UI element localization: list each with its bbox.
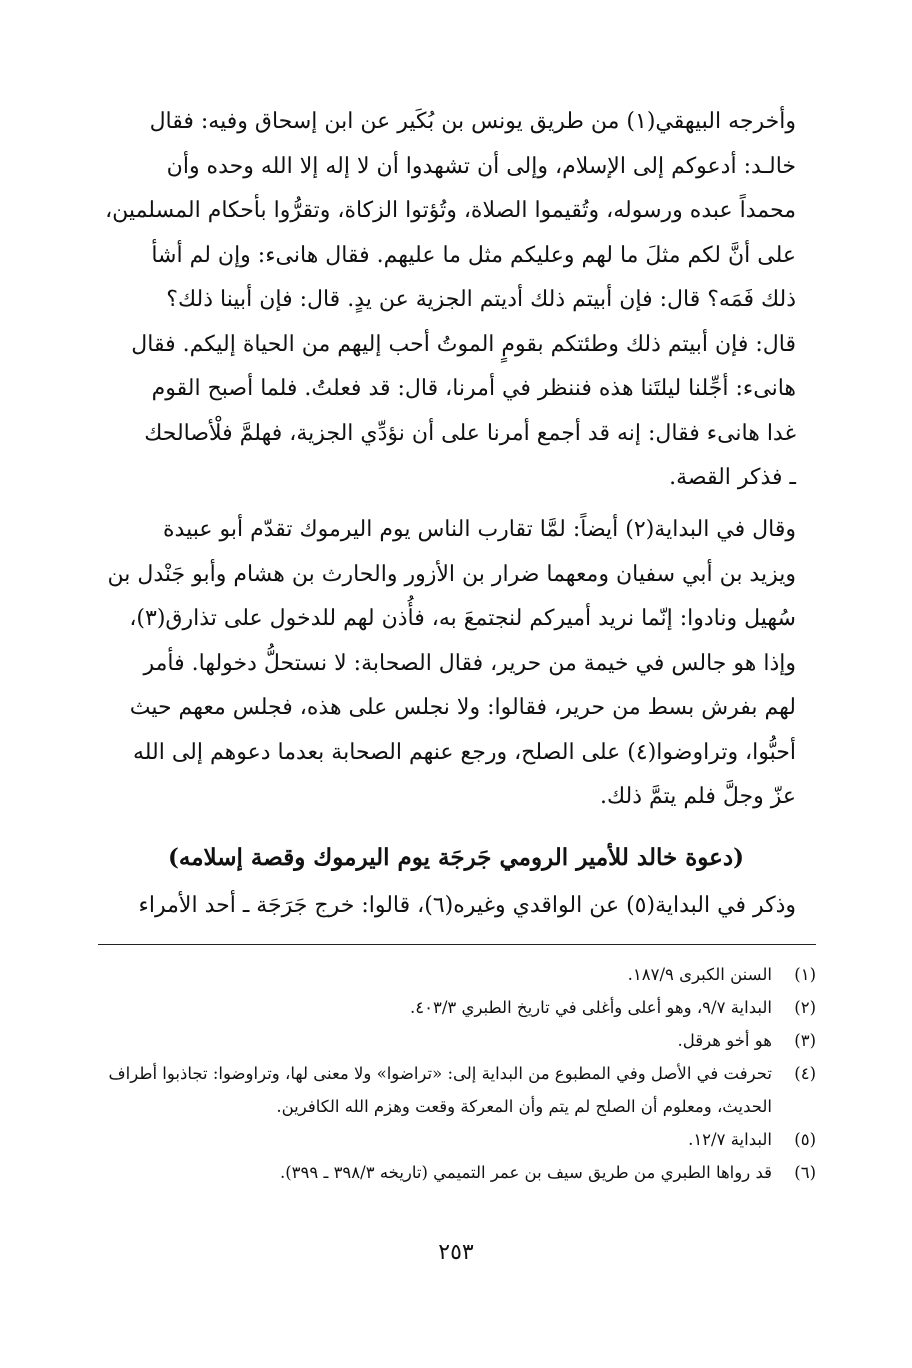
- footnote-item: [96, 1057, 816, 1123]
- footnote-text: السنن الكبرى ١٨٧/٩.: [627, 965, 772, 984]
- page-number: ٢٥٣: [438, 1240, 474, 1265]
- text-line: وقال في البداية(٢) أيضاً: لمَّا تقارب الناس يوم اليرموك تقدّم أبو عبيدة: [163, 517, 796, 542]
- text-line: ذلك فَمَه؟ قال: فإن أبيتم ذلك أديتم الجزية عن يدٍ. قال: فإن أبينا ذلك؟: [166, 287, 796, 312]
- footnote-item: [96, 958, 816, 991]
- section-heading: (دعوة خالد للأمير الرومي جَرجَة يوم اليرموك وقصة إسلامه): [168, 844, 744, 871]
- footnote-number: (٣): [794, 1031, 816, 1050]
- footnote-text: قد رواها الطبري من طريق سيف بن عمر التميمي (تاريخه ٣٩٨/٣ ـ ٣٩٩).: [279, 1163, 772, 1182]
- text-line: قال: فإن أبيتم ذلك وطئتكم بقومٍ الموتُ أحب إليهم من الحياة إليكم. فقال: [131, 331, 796, 357]
- footnote-item: [96, 1123, 816, 1156]
- footnote-number: (٤): [794, 1064, 816, 1083]
- paragraph-bidaya: [107, 508, 796, 820]
- footnote-text: هو أخو هرقل.: [677, 1031, 772, 1050]
- text-line: غدا هانىء فقال: إنه قد أجمع أمرنا على أن نؤدِّي الجزية، فهلمَّ فلْأصالحك: [144, 420, 796, 446]
- paragraph-bayhaqi: [105, 100, 796, 501]
- text-line: هانىء: أجِّلنا ليلتَنا هذه فننظر في أمرنا، قال: قد فعلتُ. فلما أصبح القوم: [151, 376, 796, 401]
- footnote-item: [96, 1156, 816, 1189]
- text-line: لهم بفرش بسط من حرير، فقالوا: ولا نجلس على هذه، فجلس معهم حيث: [129, 695, 796, 720]
- text-line: محمداً عبده ورسوله، وتُقيموا الصلاة، وتُؤتوا الزكاة، وتقرُّوا بأحكام المسلمين،: [105, 198, 796, 223]
- footnote-number: (٥): [794, 1130, 816, 1149]
- footnote-item: [96, 991, 816, 1024]
- footnote-text: البداية ٩/٧، وهو أعلى وأغلى في تاريخ الطبري ٤٠٣/٣.: [410, 998, 772, 1017]
- footnote-text: تحرفت في الأصل وفي المطبوع من البداية إلى: «تراضوا» ولا معنى لها، وتراوضوا: تجاذبوا أطراف الحديث، ومعلوم أن الصلح لم يتم وأن المعركة وقعت وهزم الله الكافرين.: [108, 1064, 772, 1116]
- footnote-item: [96, 1024, 816, 1057]
- text-line: على أنَّ لكم مثلَ ما لهم وعليكم مثل ما عليهم. فقال هانىء: وإن لم أشأ: [151, 242, 796, 268]
- text-line: خالـد: أدعوكم إلى الإسلام، وإلى أن تشهدوا أن لا إله إلا الله وحده وأن: [166, 153, 796, 179]
- text-line: ويزيد بن أبي سفيان ومعهما ضرار بن الأزور والحارث بن هشام وأبو جَنْدل بن: [107, 561, 796, 587]
- text-line: أحبُّوا، وتراوضوا(٤) على الصلح، ورجع عنهم الصحابة بعدما دعوهم إلى الله: [132, 739, 796, 765]
- text-line: وأخرجه البيهقي(١) من طريق يونس بن بُكَير عن ابن إسحاق وفيه: فقال: [149, 109, 796, 134]
- text-line: عزّ وجلَّ فلم يتمَّ ذلك.: [599, 784, 796, 809]
- footnote-divider: [98, 944, 816, 945]
- footnote-number: (٦): [794, 1163, 816, 1182]
- text-line: وإذا هو جالس في خيمة من حرير، فقال الصحابة: لا نستحلُّ دخولها. فأمر: [143, 650, 796, 676]
- footnotes: [96, 958, 816, 1189]
- text-line: ـ فذكر القصة.: [669, 465, 796, 490]
- footnote-number: (١): [794, 965, 816, 984]
- text-line: سُهيل ونادوا: إنّما نريد أميركم لنجتمعَ به، فأُذن لهم للدخول على تذارق(٣)،: [129, 606, 796, 631]
- section-intro-line: وذكر في البداية(٥) عن الواقدي وغيره(٦)، قالوا: خرج جَرَجَة ـ أحد الأمراء: [138, 893, 796, 918]
- footnote-text: البداية ١٢/٧.: [688, 1130, 772, 1149]
- footnote-number: (٢): [794, 998, 816, 1017]
